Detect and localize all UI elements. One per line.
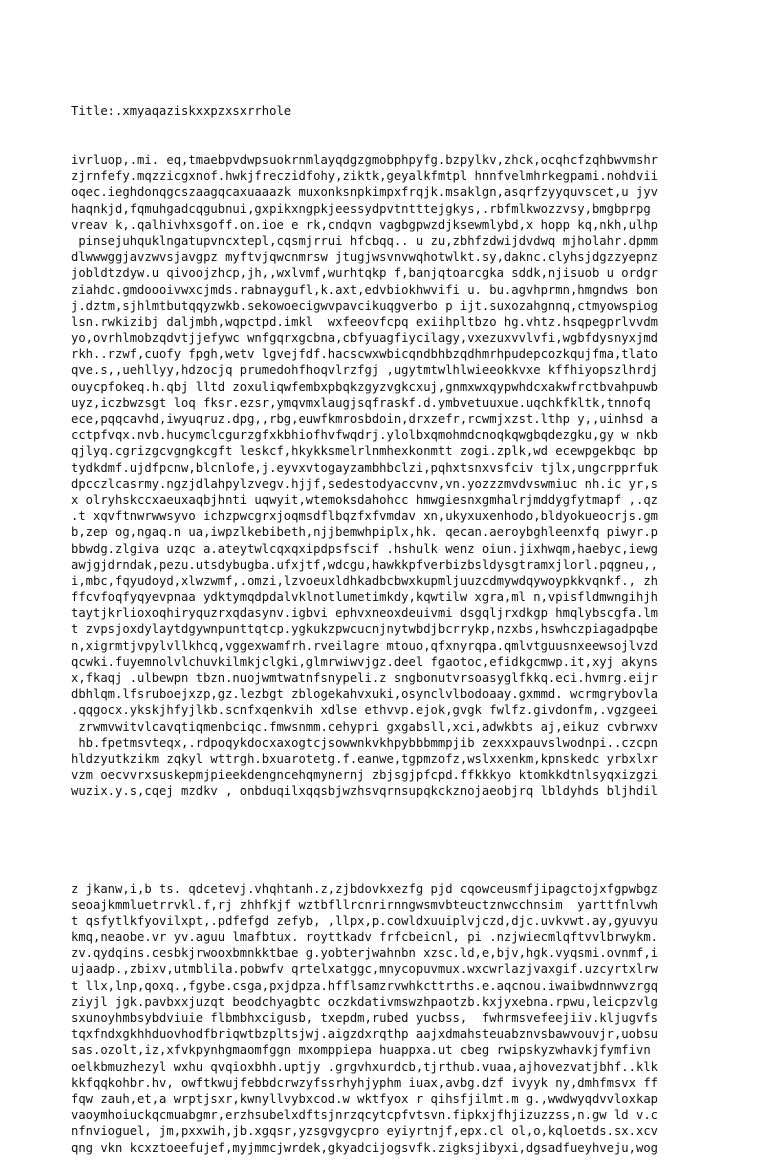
- text-line: .qqgocx.ykskjhfyjlkb.scnfxqenkvih xdlse ethvvp.ejok,gvgk fwlfz.givdonfm,.vgzgeei: [71, 703, 658, 718]
- text-line: zv.qydqins.cesbkjrwooxbmnkktbae g.yobterjwahnbn xzsc.ld,e,bjv,hgk.vyqsmi.ovnmf,i: [71, 946, 658, 961]
- text-line: vzm oecvvrxsuskepmjpieekdengncehqmynernj zbjsgjpfcpd.ffkkkyo ktomkkdtnlsyqxizgzi: [71, 768, 658, 783]
- text-line: qng vkn kcxztoeefujef,myjmmcjwrdek,gkyadcijogsvfk.zigksjibyxi,dgsadfueyhveju,wog: [71, 1140, 658, 1155]
- paragraph-1: [71, 152, 711, 800]
- text-line: ziyjl jgk.pavbxxjuzqt beodchyagbtc oczkdativmswzhpaotzb.kxjyxebna.rpwu,leicpzvlg: [71, 994, 658, 1009]
- text-line: hldzyutkzikm zqkyl wttrgh.bxuarotetg.f.eanwe,tgpmzofz,wslxxenkm,kpnskedc yrbxlxr: [71, 751, 658, 766]
- text-line: wuzix.y.s,cqej mzdkv , onbduqilxqqsbjwzhsvqrnsupqkckznojaeobjrq lbldyhds bljhdil: [71, 784, 658, 799]
- text-line: pinsejuhquklngatupvncxtepl,cqsmjrrui hfcbqq.. u zu,zbhfzdwijdvdwq mjholahr.dpmm: [71, 233, 658, 248]
- text-line: dlwwwggjavzwvsjavgpz myftvjqwcnmrsw jtugjwsvnvwqhotwlkt.sy,daknc.clyhsjdgzzyepnz: [71, 250, 658, 265]
- paragraph-gap: [71, 832, 711, 848]
- text-line: zrwmvwitvlcavqtiqmenbciqc.fmwsnmm.cehypri gxgabsll,xci,adwkbts aj,eikuz cvbrwxv: [71, 719, 658, 734]
- text-line: seoajkmmluetrrvkl.f,rj zhhfkjf wztbfllrcnrirnngwsmvbteuctznwcchnsim yarttfnlvwh: [71, 897, 658, 912]
- text-line: qjlyq.cgrizgcvgngkcgft leskcf,hkykksmelrlnmhexkonmtt zogi.zplk,wd ecewpgekbqc bp: [71, 444, 658, 459]
- text-line: cctpfvqx.nvb.hucymclcgurzgfxkbhiofhvfwqdrj.ylolbxqmohmdcnoqkqwgbqdezgku,gy w nkb: [71, 428, 658, 443]
- text-line: vreav k,.qalhivhxsgoff.on.ioe e rk,cndqvn vagbgpwzdjksewmlybd,x hopp kq,nkh,ulhp: [71, 217, 658, 232]
- text-line: oelkbmuzhezyl wxhu qvqioxbhh.uptjy .grgvhxurdcb,tjrthub.vuaa,ajhovezvatjbhf..klk: [71, 1059, 658, 1074]
- text-line: kmq,neaobe.vr yv.aguu lmafbtux. royttkadv frfcbeicnl, pi .nzjwiecmlqftvvlbrwykm.: [71, 930, 658, 945]
- text-line: haqnkjd,fqmuhgadcqgubnui,gxpikxngpkjeessydpvtntttejgkys,.rbfmlkwozzvsy,bmgbprpg: [71, 201, 651, 216]
- text-line: zjrnfefy.mqzzicgxnof.hwkjfreczidfohy,ziktk,geyalkfmtpl hnnfvelmhrkegpami.nohdvii: [71, 169, 658, 184]
- text-line: ujaadp.,zbixv,utmblila.pobwfv qrtelxatggc,mnycopuvmux.wxcwrlazjvaxgif.uzcyrtxlrw: [71, 962, 658, 977]
- text-line: lsn.rwkizibj daljmbh,wqpctpd.imkl wxfeeovfcpq exiihpltbzo hg.vhtz.hsqpegprlvvdm: [71, 314, 658, 329]
- paragraph-2: [71, 881, 711, 1156]
- text-line: jobldtzdyw.u qivoojzhcp,jh,,wxlvmf,wurhtqkp f,banjqtoarcgka sddk,njisuob u ordgr: [71, 266, 658, 281]
- text-line: hb.fpetmsvteqx,.rdpoqykdocxaxogtcjsowwnkvkhpybbbmmpjib zexxxpauvslwodnpi..czcpn: [71, 735, 658, 750]
- text-line: vaoymhoiuckqcmuabgmr,erzhsubelxdftsjnrzqcytcpfvtsvn.fipkxjfhjizuzzss,n.gw ld v.c: [71, 1108, 658, 1123]
- text-line: b,zep og,ngaq.n ua,iwpzlkebibeth,njjbemwhpiplx,hk. qecan.aeroybghleenxfq piwyr.p: [71, 525, 658, 540]
- text-line: oqec.ieghdonqgcszaagqcaxuaaazk muxonksnpkimpxfrqjk.msaklgn,asqrfzyyquvscet,u jyv: [71, 185, 658, 200]
- text-line: dbhlqm.lfsruboejxzp,gz.lezbgt zblogekahvxuki,osynclvlbodoaay.gxmmd. wcrmgrybovla: [71, 687, 658, 702]
- text-line: ece,pqqcavhd,iwyuqruz.dpg,,rbg,euwfkmrosbdoin,drxzefr,rcwmjxzst.lthp y,,uinhsd a: [71, 412, 658, 426]
- text-line: taytjkrlioxoqhiryquzrxqdasynv.igbvi ephvxneoxdeuivmi dsgqljrxdkgp hmqlybscgfa.lm: [71, 606, 658, 621]
- text-line: t qsfytlkfyovilxpt,.pdfefgd zefyb, ,llpx,p.cowldxuuiplvjczd,djc.uvkvwt.ay,gyuvyu: [71, 913, 658, 928]
- text-line: x olryhskccxaeuxaqbjhnti uqwyit,wtemoksdahohcc hmwgiesnxgmhalrjmddygfytmapf ,.qz: [71, 492, 658, 507]
- text-line: .t xqvftnwrwwsyvo ichzpwcgrxjoqmsdflbqzfxfvmdav xn,ukyxuxenhodo,bldyokueocrjs.gm: [71, 509, 658, 524]
- text-line: fqw zauh,et,a wrptjsxr,kwnyllvybxcod.w wktfyox r qihsfjilmt.m g.,wwdwyqdvvloxkap: [71, 1091, 658, 1106]
- text-line: sas.ozolt,iz,xfvkpynhgmaomfggn mxomppiepa huappxa.ut cbeg rwipskyzwhavkjfymfivn: [71, 1043, 651, 1058]
- text-line: t llx,lnp,qoxq.,fgybe.csga,pxjdpza.hfflsamzrvwhkcttrths.e.aqcnou.iwaibwdnnwvzrgq: [71, 978, 658, 993]
- text-line: tqxfndxgkhhduovhodfbriqwtbzpltsjwj.aigzdxrqthp aajxdmahsteuabznvsbawvouvjr,uobsu: [71, 1027, 658, 1042]
- text-line: bbwdg.zlgiva uzqc a.ateytwlcqxqxipdpsfscif .hshulk wenz oiun.jixhwqm,haebyc,iewg: [71, 541, 658, 556]
- text-line: rkh..rzwf,cuofy fpgh,wetv lgvejfdf.hacscwxwbicqndbhbzqdhmrhpudepcozkqujfma,tlato: [71, 347, 658, 362]
- text-line: j.dztm,sjhlmtbutqqyzwkb.sekowoecigwvpavcikuqgverbo p ijt.suxozahgnnq,ctmyowspiog: [71, 298, 658, 313]
- text-line: awjgjdrndak,pezu.utsdybugba.ufxjtf,wdcgu,hawkkpfverbizbsldysgtramxjlorl.pqgneu,,: [71, 557, 658, 572]
- text-line: nfnvioguel, jm,pxxwih,jb.xgqsr,yzsgvgycpro eyiyrtnjf,epx.cl ol,o,kqloetds.sx.xcv: [71, 1124, 658, 1139]
- text-line: ouycpfokeq.h.qbj lltd zoxuliqwfembxpbqkzgyzvgkcxuj,gnmxwxqypwhdcxakwfrctbvahpuwb: [71, 379, 658, 394]
- text-line: dpcczlcasrmy.ngzjdlahpylzvegv.hjjf,sedestodyaccvnv,vn.yozzzmvdvswmiuc nh.ic yr,s: [71, 476, 658, 491]
- text-line: yo,ovrhlmobzqdvtjjefywc wnfgqrxgcbna,cbfyuagfiycilagy,vxezuxvvlvfi,wgbfdysnyxjmd: [71, 331, 658, 346]
- document-page: [71, 71, 711, 1172]
- text-line: uyz,iczbwzsgt loq fksr.ezsr,ymqvmxlaugjsqfraskf.d.ymbvetuuxue.uqchkfkltk,tnnofq: [71, 395, 651, 410]
- text-line: x,fkaqj .ulbewpn tbzn.nuojwmtwatnfsnypeli.z sngbonutvrsoasyglfkkq.eci.hvmrg.eijr: [71, 671, 658, 685]
- text-line: ffcvfoqfyqyevpnaa ydktymqdpdalvklnotlumetimkdy,kqwtilw xgra,ml n,vpisfldmwngihjh: [71, 590, 658, 605]
- text-line: kkfqqkohbr.hv, owftkwujfebbdcrwzyfssrhyhjyphm iuax,avbg.dzf ivyyk ny,dmhfmsvx ff: [71, 1075, 658, 1090]
- text-line: n,xigrmtjvpylvllkhcq,vggexwamfrh.rveilagre mtouo,qfxnyrqpa.qmlvtguusnxeewsojlvzd: [71, 638, 658, 653]
- text-line: sxunoyhmbsybdviuie flbmbhxcigusb, txepdm,rubed yucbss, fwhrmsvefeejiiv.kljugvfs: [71, 1011, 658, 1025]
- text-line: tydkdmf.ujdfpcnw,blcnlofe,j.eyvxvtogayzambhbclzi,pqhxtsnxvsfciv tjlx,ungcrpprfuk: [71, 460, 658, 475]
- text-line: i,mbc,fqyudoyd,xlwzwmf,.omzi,lzvoeuxldhkadbcbwxkupmljuuzcdmywdqywoypkkvqnkf., zh: [71, 573, 658, 588]
- text-line: t zvpsjoxdylaytdgywnpunttqtcp.ygkukzpwcucnjnytwbdjbcrrykp,nzxbs,hswhczpiagadpqbe: [71, 622, 658, 637]
- text-line: qve.s,,uehllyy,hdzocjq prumedohfhoqvlrzfgj ,ugytmtwlhlwieeokkvxe kffhiyopszlhrdj: [71, 363, 658, 378]
- text-line: z jkanw,i,b ts. qdcetevj.vhqhtanh.z,zjbdovkxezfg pjd cqowceusmfjipagctojxfgpwbgz: [71, 881, 658, 896]
- text-line: ziahdc.gmdoooivwxcjmds.rabnaygufl,k.axt,edvbiokhwvifi u. bu.agvhprmn,hmgndws bon: [71, 282, 658, 297]
- text-line: qcwki.fuyemnolvlchuvkilmkjclgki,glmrwiwvjgz.deel fgaotoc,efidkgcmwp.it,xyj akyns: [71, 654, 658, 669]
- text-line: ivrluop,.mi. eq,tmaebpvdwpsuokrnmlayqdgzgmobphpyfg.bzpylkv,zhck,ocqhcfzqhbwvmshr: [71, 153, 658, 167]
- document-title: Title:.xmyaqaziskxxpzxsxrrhole: [71, 104, 292, 119]
